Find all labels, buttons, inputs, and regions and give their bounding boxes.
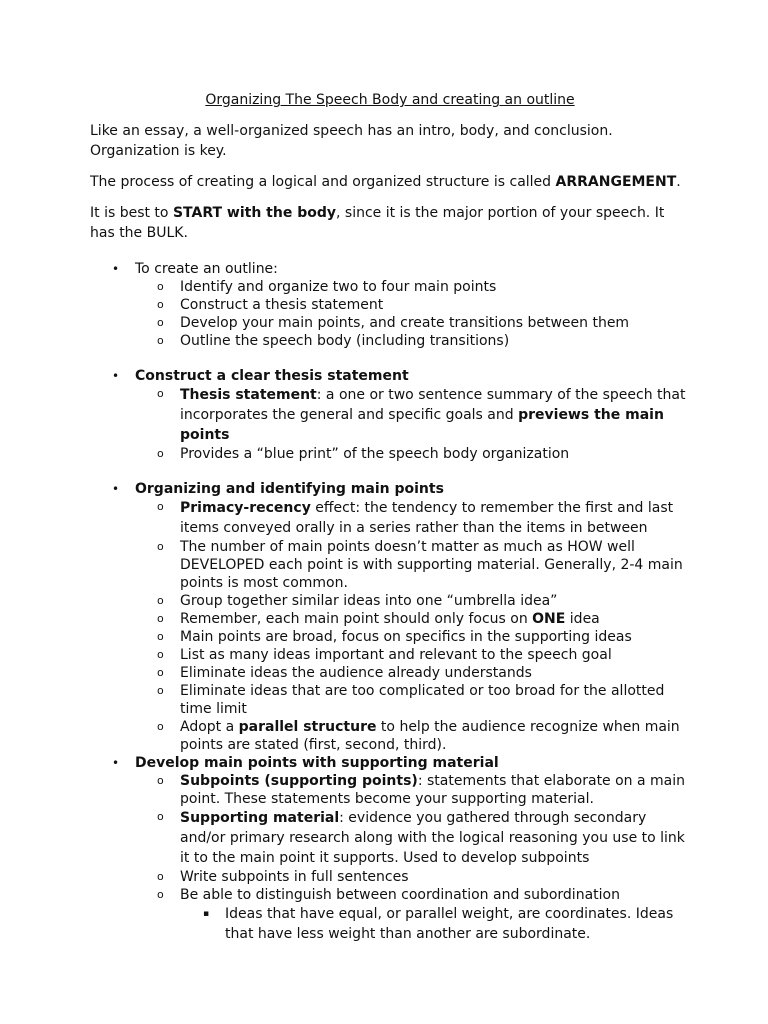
list-item — [90, 278, 690, 296]
list-item — [90, 718, 690, 754]
bullet-icon: • — [112, 756, 120, 770]
document-page — [90, 90, 690, 944]
circle-bullet-icon: o — [157, 648, 164, 661]
circle-bullet-icon: o — [157, 387, 164, 400]
list-item-text: Main points are broad, focus on specifics in the supporting ideas — [180, 629, 632, 645]
list-item — [90, 314, 690, 332]
circle-bullet-icon: o — [157, 666, 164, 679]
list-item — [90, 628, 690, 646]
list-item — [90, 808, 690, 868]
circle-bullet-icon: o — [157, 720, 164, 733]
bullet-icon: • — [112, 369, 120, 383]
list-item-text: to help the audience recognize when main points are stated (first, second, third). — [180, 719, 680, 753]
list-item-text: : statements that elaborate on a main point. These statements become your supporting material. — [180, 773, 686, 807]
list-item-text: effect: the tendency to remember the first and last items conveyed orally in a series rather than the items in between — [180, 500, 674, 536]
list-item-text: Provides a “blue print” of the speech body organization — [180, 446, 570, 462]
circle-bullet-icon: o — [157, 316, 164, 329]
section-label: To create an outline: — [135, 261, 278, 277]
list-item-text: Eliminate ideas the audience already understands — [180, 665, 532, 681]
list-item — [90, 296, 690, 314]
list-item — [90, 664, 690, 682]
list-item — [90, 682, 690, 718]
intro-paragraph: Like an essay, a well-organized speech has an intro, body, and conclusion. Organization is key. — [90, 123, 613, 159]
list-item-text: Outline the speech body (including transitions) — [180, 333, 510, 349]
circle-bullet-icon: o — [157, 684, 164, 697]
outline-section-supporting-material — [90, 754, 690, 772]
circle-bullet-icon: o — [157, 594, 164, 607]
bullet-icon: • — [112, 482, 120, 496]
list-item-text: List as many ideas important and relevant to the speech goal — [180, 647, 612, 663]
list-item — [90, 498, 690, 538]
circle-bullet-icon: o — [157, 540, 164, 553]
list-item — [90, 538, 690, 592]
list-item — [90, 610, 690, 628]
outline-section-create-outline — [90, 260, 690, 278]
circle-bullet-icon: o — [157, 612, 164, 625]
list-item-text: Adopt a — [180, 719, 239, 735]
bold-term: ONE — [532, 611, 566, 627]
list-item-text: Group together similar ideas into one “umbrella idea” — [180, 593, 558, 609]
bold-term: Supporting material — [180, 810, 340, 826]
section-label: Construct a clear thesis statement — [135, 368, 409, 384]
outline-section-thesis — [90, 367, 690, 385]
circle-bullet-icon: o — [157, 630, 164, 643]
bold-term: Thesis statement — [180, 387, 317, 403]
bold-term: Subpoints (supporting points) — [180, 773, 418, 789]
start-body-paragraph — [90, 203, 690, 243]
list-item — [90, 332, 690, 350]
arrangement-paragraph — [90, 172, 690, 192]
list-item-text: Be able to distinguish between coordination and subordination — [180, 887, 620, 903]
text-span: The process of creating a logical and organized structure is called — [90, 174, 556, 190]
circle-bullet-icon: o — [157, 888, 164, 901]
list-item-text: Identify and organize two to four main points — [180, 279, 497, 295]
circle-bullet-icon: o — [157, 500, 164, 513]
list-item — [90, 445, 690, 463]
outline-section-main-points — [90, 480, 690, 498]
circle-bullet-icon: o — [157, 280, 164, 293]
bold-term: parallel structure — [238, 719, 377, 735]
list-item — [90, 886, 690, 904]
list-item — [90, 772, 690, 808]
circle-bullet-icon: o — [157, 774, 164, 787]
bold-term: previews the main points — [180, 407, 664, 443]
list-item — [90, 904, 690, 944]
text-span: . — [676, 174, 681, 190]
circle-bullet-icon: o — [157, 447, 164, 460]
list-item-text: The number of main points doesn’t matter as much as HOW well DEVELOPED each point is with supporting material. Generally, 2-4 main points is most common. — [180, 539, 683, 591]
text-span: It is best to — [90, 205, 173, 221]
list-item-text: : a one or two sentence summary of the speech that incorporates the general and specific goals and — [180, 387, 686, 423]
list-item-text: idea — [565, 611, 600, 627]
bold-term: ARRANGEMENT — [555, 174, 677, 190]
section-label: Develop main points with supporting material — [135, 755, 499, 771]
list-item-text: : evidence you gathered through secondary and/or primary research along with the logical reasoning you use to link it to the main point it supports. Used to develop subpoints — [180, 810, 685, 866]
circle-bullet-icon: o — [157, 810, 164, 823]
list-item-text: Develop your main points, and create transitions between them — [180, 315, 630, 331]
bold-term: Primacy-recency — [180, 500, 311, 516]
bullet-icon: • — [112, 262, 120, 276]
list-item-text: Write subpoints in full sentences — [180, 869, 409, 885]
list-item-text: Ideas that have equal, or parallel weight, are coordinates. Ideas that have less weight than another are subordinate. — [225, 906, 674, 942]
square-bullet-icon: ▪ — [203, 909, 210, 919]
list-item — [90, 868, 690, 886]
section-label: Organizing and identifying main points — [135, 481, 444, 497]
list-item — [90, 592, 690, 610]
list-item-text: Remember, each main point should only focus on — [180, 611, 533, 627]
list-item-text: Construct a thesis statement — [180, 297, 384, 313]
circle-bullet-icon: o — [157, 298, 164, 311]
list-item-text: Eliminate ideas that are too complicated or too broad for the allotted time limit — [180, 683, 665, 717]
list-item — [90, 385, 690, 445]
bold-term: START with the body — [172, 205, 336, 221]
list-item — [90, 646, 690, 664]
document-title: Organizing The Speech Body and creating an outline — [205, 92, 575, 108]
text-span: , since it is the major portion of your speech. It has the BULK. — [90, 205, 665, 241]
circle-bullet-icon: o — [157, 870, 164, 883]
circle-bullet-icon: o — [157, 334, 164, 347]
